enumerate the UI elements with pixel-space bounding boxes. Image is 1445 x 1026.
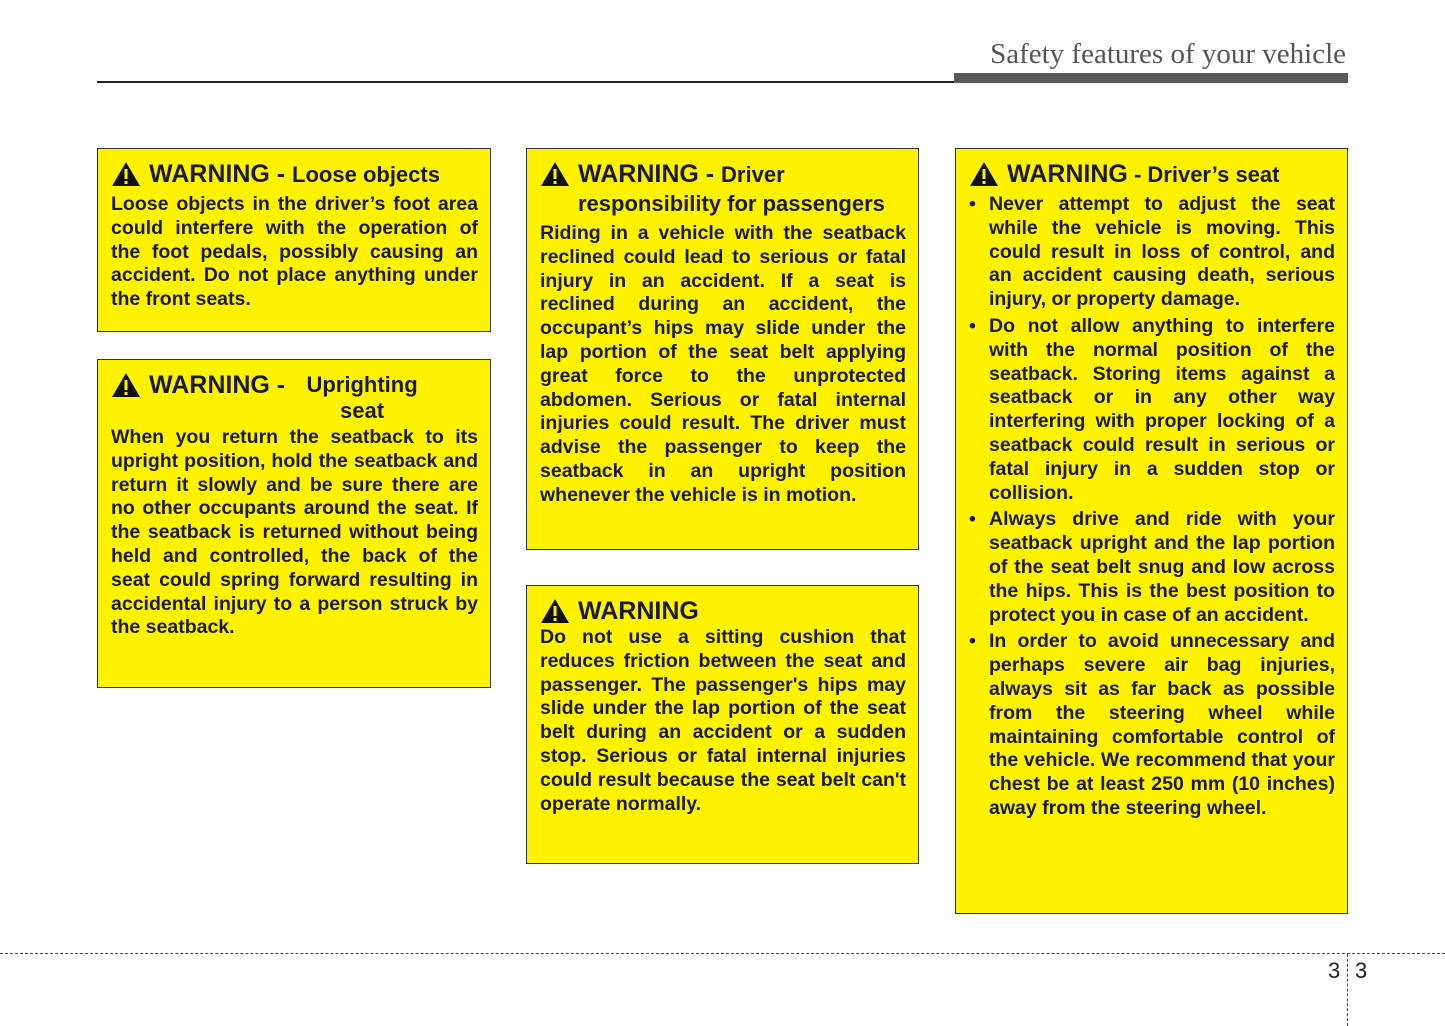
footer-rule [0,953,1445,954]
page-number: 3 [1355,958,1368,983]
chapter-number: 3 [1328,958,1341,983]
warning-loose-objects: WARNING - Loose objects Loose objects in the driver’s foot area could interfere with the operation of the foot pedals, possibly causing an accident. Do not place anything under the front seats. [97,148,491,332]
warning-body: Do not use a sitting cushion that reduces friction between the seat and passenger. The passenger's hips may slide under the lap portion of the seat belt during an accident or a sudden stop. Serious or fatal internal injuries could result because the seat belt can't operate normally. [540,626,906,815]
warning-label: WARNING [578,160,699,188]
warning-subtitle: Driver responsibility for passengers [578,162,885,216]
header-rule [97,81,955,83]
warning-bullet-list [969,193,1335,821]
warning-body: Riding in a vehicle with the seatback reclined could lead to serious or fatal injury in an accident. If a seat is reclined during an accident, the occupant’s hips may slide under the lap portion of the seat belt applying great force to the unprotected abdomen. Serious or fatal internal injuries could result. The driver must advise the passenger to keep the seatback in an upright position whenever the vehicle is in motion. [540,222,906,506]
warning-label: WARNING [578,597,699,625]
warning-drivers-seat: WARNING - Driver’s seat • Never attempt to adjust the seat while the vehicle is moving. This could result in loss of control, and an accident causing death, serious injury, or property damage. • Do not allow anything to interfere with the normal position of the seatback. Storing items against a seatback or in any other way interfering with proper locking of a seatback could result in serious or fatal injury in a sudden stop or collision. • Always drive and ride with your seatback upright and the lap portion of the seat belt snug and low across the hips. This is the best position to protect you in case of an accident. • In order to avoid unnecessary and perhaps severe air bag injuries, always sit as far back as possible from the steering wheel while maintaining comfortable control of the vehicle. We recommend that your chest be at least 250 mm (10 inches) away from the steering wheel. [955,148,1348,914]
list-item: • Always drive and ride with your seatback upright and the lap portion of the seat belt snug and low across the hips. This is the best position to protect you in case of an accident. [969,508,1335,627]
warning-label: WARNING [149,160,270,188]
warning-triangle-icon [111,372,141,398]
warning-uprighting-seat: WARNING - Uprighting seat When you return the seatback to its upright position, hold the seatback and return it slowly and be sure there are no other occupants around the seat. If the seatback is returned without being held and controlled, the back of the seat could spring forward resulting in accidental injury to a person struck by the seatback. [97,359,491,688]
warning-triangle-icon [540,598,570,624]
list-item: • Do not allow anything to interfere with the normal position of the seatback. Storing items against a seatback or in any other way interfering with proper locking of a seatback could result in serious or fatal injury in a sudden stop or collision. [969,315,1335,505]
warning-label: WARNING [1007,160,1128,188]
warning-driver-responsibility: WARNING - Driver responsibility for passengers Riding in a vehicle with the seatback reclined could lead to serious or fatal injury in an accident. If a seat is reclined during an accident, the occupant’s hips may slide under the lap portion of the seat belt applying great force to the unprotected abdomen. Serious or fatal internal injuries could result. The driver must advise the passenger to keep the seatback in an upright position whenever the vehicle is in motion. [526,148,919,550]
section-title: Safety features of your vehicle [990,38,1346,70]
warning-subtitle: Loose objects [292,162,440,187]
header-bar [954,73,1348,83]
warning-body: When you return the seatback to its upright position, hold the seatback and return it slowly and be sure there are no other occupants around the seat. If the seatback is returned without being held and controlled, the back of the seat could spring forward resulting in accidental injury to a person struck by the seatback. [111,426,478,639]
list-item: • In order to avoid unnecessary and perhaps severe air bag injuries, always sit as far back as possible from the steering wheel while maintaining comfortable control of the vehicle. We recommend that your chest be at least 250 mm (10 inches) away from the steering wheel. [969,630,1335,820]
warning-subtitle: Uprighting seat [306,372,418,423]
warning-sitting-cushion [526,585,919,864]
footer-divider [1347,954,1348,1026]
warning-body: Loose objects in the driver’s foot area could interfere with the operation of the foot pedals, possibly causing an accident. Do not place anything under the front seats. [111,193,478,311]
list-item: • Never attempt to adjust the seat while the vehicle is moving. This could result in loss of control, and an accident causing death, serious injury, or property damage. [969,193,1335,312]
warning-triangle-icon [111,161,141,187]
warning-triangle-icon [969,161,999,187]
warning-triangle-icon [540,161,570,187]
warning-label: WARNING [149,371,270,399]
warning-subtitle: Driver’s seat [1147,162,1280,187]
